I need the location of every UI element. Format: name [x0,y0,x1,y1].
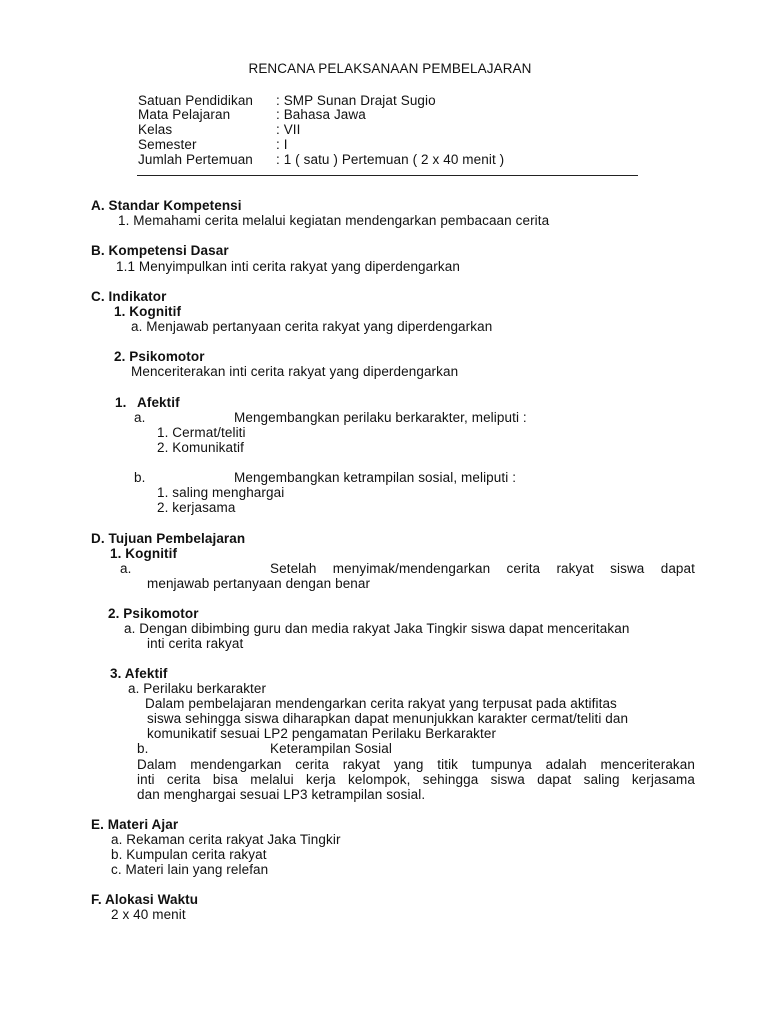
section-c-afektif-a-text: Mengembangkan perilaku berkarakter, meliputi : [234,410,527,425]
header-divider [137,175,638,176]
paragraph-line: Dalam mendengarkan cerita rakyat yang titik tumpunya adalah menceriterakan [137,757,695,772]
section-c-kognitif: 1. Kognitif [114,304,182,319]
section-d-afektif: 3. Afektif [110,666,168,681]
section-c-psikomotor-text: Menceriterakan inti cerita rakyat yang diperdengarkan [131,364,459,379]
section-c-afektif-b-label: b. [134,470,146,485]
section-d-psikomotor: 2. Psikomotor [108,606,199,621]
section-d-kognitif: 1. Kognitif [110,546,178,561]
list-item: b. Kumpulan cerita rakyat [111,847,267,862]
paragraph-line: Dalam pembelajaran mendengarkan cerita rakyat yang terpusat pada aktifitas [145,696,617,711]
section-d-heading: D. Tujuan Pembelajaran [91,531,246,546]
section-f-text: 2 x 40 menit [111,907,186,922]
section-e-heading: E. Materi Ajar [91,817,179,832]
section-d-kognitif-a-text: Setelah menyimak/mendengarkan cerita rakyat siswa dapat [270,561,695,576]
section-d-kognitif-a-label: a. [120,561,132,576]
section-b-heading: B. Kompetensi Dasar [91,243,229,258]
section-d-afektif-a: a. Perilaku berkarakter [128,681,267,696]
identity-label: Mata Pelajaran [138,107,231,122]
section-f-heading: F. Alokasi Waktu [91,892,199,907]
page-title: RENCANA PELAKSANAAN PEMBELAJARAN [248,61,532,76]
identity-value: : 1 ( satu ) Pertemuan ( 2 x 40 menit ) [276,152,505,167]
identity-value: : SMP Sunan Drajat Sugio [276,93,436,108]
identity-label: Semester [138,137,197,152]
section-c-psikomotor: 2. Psikomotor [114,349,205,364]
list-item: 2. kerjasama [157,500,236,515]
list-item: 1. saling menghargai [157,485,285,500]
paragraph-line: komunikatif sesuai LP2 pengamatan Perilaku Berkarakter [147,726,497,741]
section-c-heading: C. Indikator [91,289,167,304]
section-d-psikomotor-a: a. Dengan dibimbing guru dan media rakyat Jaka Tingkir siswa dapat menceritakan [124,621,630,636]
list-item: a. Rekaman cerita rakyat Jaka Tingkir [111,832,341,847]
section-c-afektif-a-label: a. [134,410,146,425]
paragraph-line: inti cerita bisa melalui kerja kelompok, sehingga siswa dapat saling kerjasama [137,772,695,787]
section-d-kognitif-a-cont: menjawab pertanyaan dengan benar [147,576,371,591]
identity-value: : VII [276,122,301,137]
paragraph-line: siswa sehingga siswa diharapkan dapat menunjukkan karakter cermat/teliti dan [147,711,629,726]
identity-label: Jumlah Pertemuan [138,152,253,167]
section-d-psikomotor-a-cont: inti cerita rakyat [147,636,244,651]
section-c-kognitif-a: a. Menjawab pertanyaan cerita rakyat yang diperdengarkan [131,319,493,334]
section-a-text: 1. Memahami cerita melalui kegiatan mendengarkan pembacaan cerita [118,213,550,228]
section-c-afektif-num: 1. [115,395,127,410]
list-item: 2. Komunikatif [157,440,244,455]
section-c-afektif-b-text: Mengembangkan ketrampilan sosial, meliputi : [234,470,517,485]
identity-value: : I [276,137,288,152]
list-item: 1. Cermat/teliti [157,425,246,440]
identity-value: : Bahasa Jawa [276,107,366,122]
list-item: c. Materi lain yang relefan [111,862,269,877]
identity-label: Kelas [138,122,173,137]
section-b-text: 1.1 Menyimpulkan inti cerita rakyat yang diperdengarkan [116,259,460,274]
section-c-afektif: Afektif [137,395,180,410]
section-d-afektif-b-text: Keterampilan Sosial [270,741,392,756]
section-a-heading: A. Standar Kompetensi [91,198,242,213]
paragraph-line: dan menghargai sesuai LP3 ketrampilan sosial. [137,787,426,802]
identity-label: Satuan Pendidikan [138,93,254,108]
section-d-afektif-b-label: b. [137,741,149,756]
